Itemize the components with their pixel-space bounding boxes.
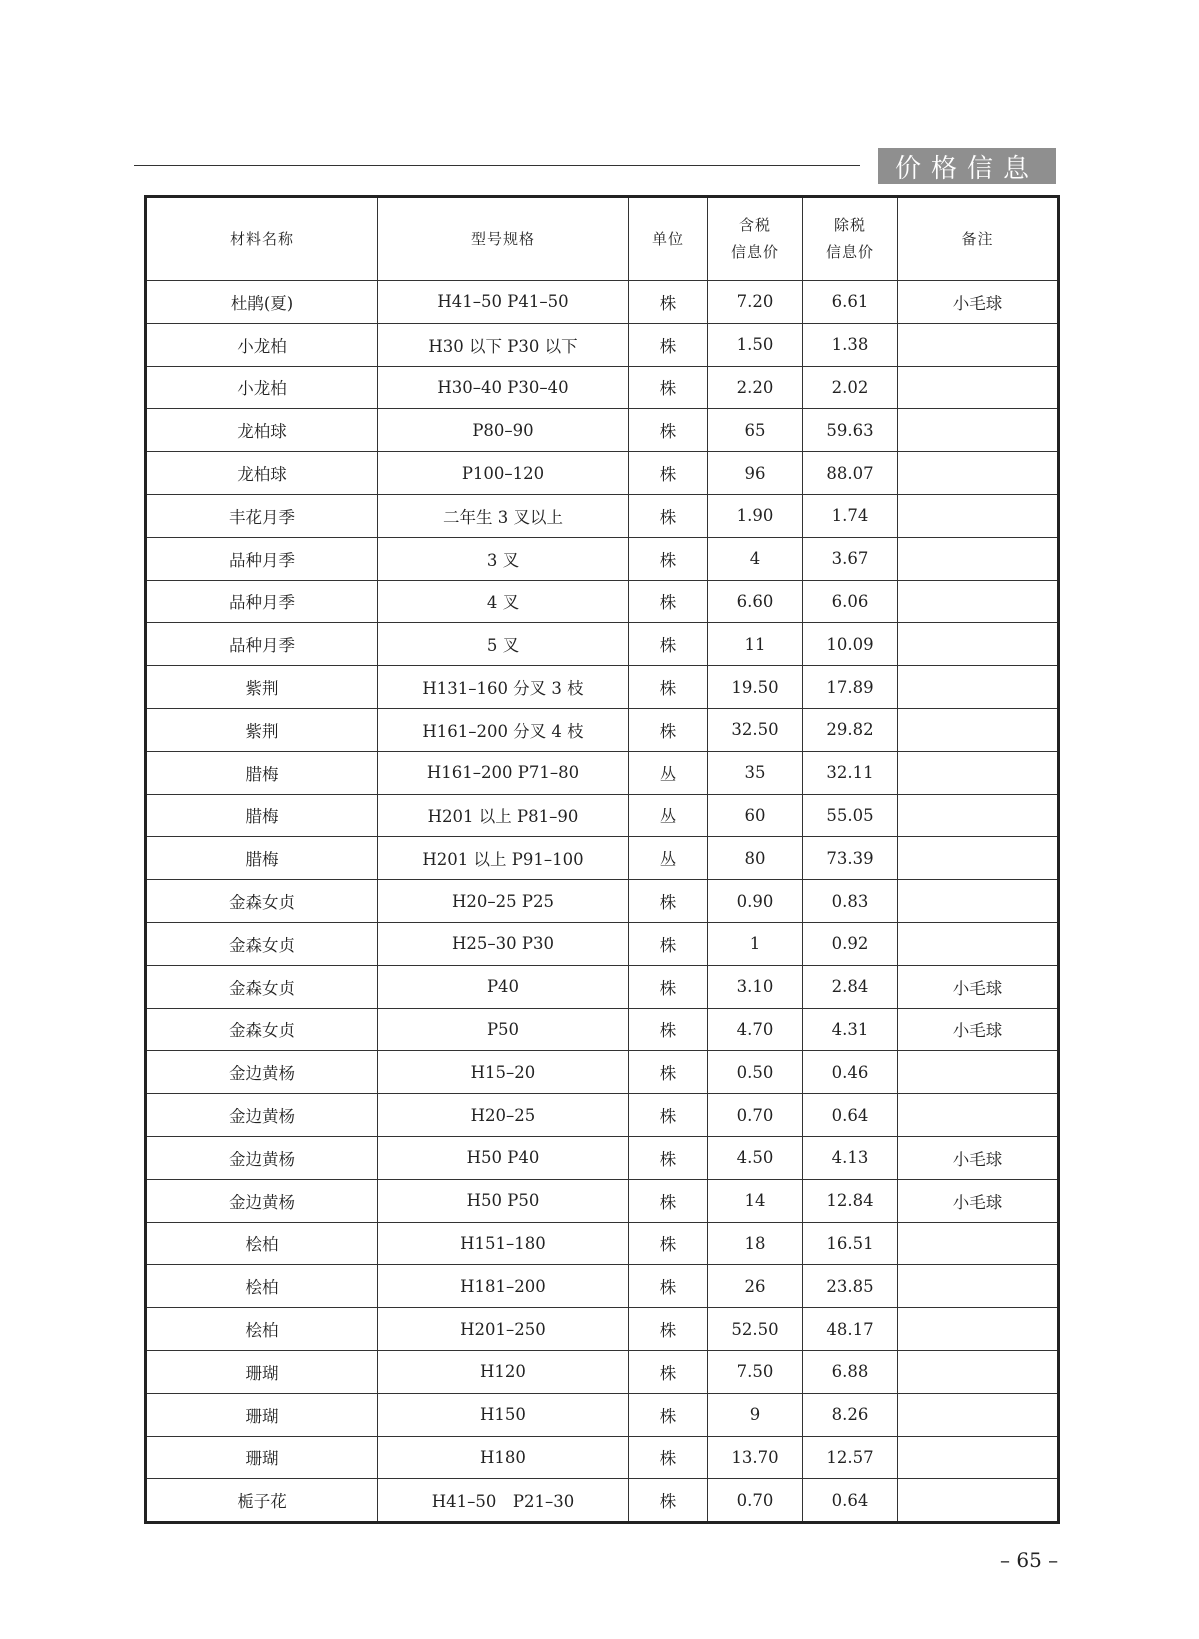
cell-spec: H20–25 P25 [378,880,629,923]
cell-price-tax-excluded: 4.13 [803,1136,898,1179]
cell-unit: 株 [629,623,708,666]
table-row [146,1222,1059,1265]
cell-price-tax-included: 0.50 [708,1051,803,1094]
cell-price-tax-included: 60 [708,794,803,837]
cell-remark [898,837,1059,880]
cell-price-tax-included: 65 [708,409,803,452]
column-header-name: 材料名称 [146,197,378,281]
cell-price-tax-excluded: 0.83 [803,880,898,923]
cell-price-tax-included: 4.50 [708,1136,803,1179]
table-row [146,708,1059,751]
table-row [146,323,1059,366]
cell-price-tax-excluded: 29.82 [803,708,898,751]
cell-material-name: 腊梅 [146,751,378,794]
cell-material-name: 小龙柏 [146,366,378,409]
table-row [146,1094,1059,1137]
cell-price-tax-included: 2.20 [708,366,803,409]
cell-unit: 株 [629,323,708,366]
cell-unit: 株 [629,1393,708,1436]
cell-spec: H201–250 [378,1308,629,1351]
cell-unit: 株 [629,409,708,452]
cell-price-tax-excluded: 16.51 [803,1222,898,1265]
cell-unit: 株 [629,965,708,1008]
table-row [146,1393,1059,1436]
table-row [146,751,1059,794]
cell-unit: 株 [629,452,708,495]
cell-price-tax-included: 9 [708,1393,803,1436]
table-row [146,1008,1059,1051]
cell-price-tax-excluded: 0.64 [803,1094,898,1137]
cell-unit: 株 [629,1136,708,1179]
table-row [146,580,1059,623]
cell-price-tax-included: 3.10 [708,965,803,1008]
table-row [146,1051,1059,1094]
cell-spec: 5 叉 [378,623,629,666]
column-header-tax-included [708,197,803,281]
cell-price-tax-excluded: 6.61 [803,281,898,324]
cell-price-tax-excluded: 12.57 [803,1436,898,1479]
table-body [146,281,1059,1523]
cell-material-name: 桧柏 [146,1308,378,1351]
cell-price-tax-included: 4.70 [708,1008,803,1051]
cell-material-name: 金森女贞 [146,922,378,965]
column-header-tax-excluded-line2: 信息价 [825,243,874,261]
cell-spec: H201 以上 P81–90 [378,794,629,837]
cell-unit: 株 [629,537,708,580]
cell-remark [898,366,1059,409]
table-row [146,366,1059,409]
cell-material-name: 桧柏 [146,1222,378,1265]
cell-remark [898,1479,1059,1523]
cell-material-name: 紫荆 [146,708,378,751]
cell-price-tax-excluded: 73.39 [803,837,898,880]
cell-spec: P40 [378,965,629,1008]
cell-remark [898,1265,1059,1308]
cell-material-name: 金森女贞 [146,880,378,923]
cell-spec: H20–25 [378,1094,629,1137]
cell-price-tax-included: 0.70 [708,1479,803,1523]
cell-price-tax-included: 35 [708,751,803,794]
cell-unit: 株 [629,666,708,709]
cell-price-tax-included: 7.50 [708,1350,803,1393]
cell-spec: P100–120 [378,452,629,495]
cell-price-tax-excluded: 0.92 [803,922,898,965]
cell-price-tax-included: 0.70 [708,1094,803,1137]
cell-remark [898,623,1059,666]
cell-price-tax-excluded: 48.17 [803,1308,898,1351]
cell-price-tax-included: 13.70 [708,1436,803,1479]
cell-material-name: 金森女贞 [146,965,378,1008]
cell-spec: 4 叉 [378,580,629,623]
cell-remark [898,880,1059,923]
cell-price-tax-excluded: 23.85 [803,1265,898,1308]
table-row [146,794,1059,837]
cell-material-name: 品种月季 [146,580,378,623]
cell-price-tax-excluded: 2.02 [803,366,898,409]
cell-price-tax-excluded: 55.05 [803,794,898,837]
cell-price-tax-excluded: 88.07 [803,452,898,495]
cell-remark [898,537,1059,580]
cell-price-tax-excluded: 6.06 [803,580,898,623]
cell-remark [898,1393,1059,1436]
cell-material-name: 金边黄杨 [146,1094,378,1137]
cell-spec: H41–50 P21–30 [378,1479,629,1523]
cell-price-tax-included: 26 [708,1265,803,1308]
cell-unit: 株 [629,1308,708,1351]
cell-unit: 株 [629,1265,708,1308]
cell-spec: H161–200 P71–80 [378,751,629,794]
cell-remark [898,666,1059,709]
cell-price-tax-excluded: 1.38 [803,323,898,366]
cell-remark [898,323,1059,366]
cell-price-tax-included: 32.50 [708,708,803,751]
cell-remark [898,1308,1059,1351]
table-row [146,837,1059,880]
cell-price-tax-excluded: 59.63 [803,409,898,452]
cell-material-name: 珊瑚 [146,1350,378,1393]
table-row [146,537,1059,580]
cell-spec: 3 叉 [378,537,629,580]
cell-remark [898,494,1059,537]
cell-material-name: 金森女贞 [146,1008,378,1051]
cell-unit: 株 [629,366,708,409]
cell-price-tax-excluded: 8.26 [803,1393,898,1436]
column-header-remark: 备注 [898,197,1059,281]
cell-spec: P80–90 [378,409,629,452]
cell-price-tax-included: 11 [708,623,803,666]
table-row [146,281,1059,324]
cell-remark [898,409,1059,452]
table-row [146,880,1059,923]
cell-unit: 株 [629,922,708,965]
cell-unit: 株 [629,1094,708,1137]
cell-price-tax-included: 6.60 [708,580,803,623]
cell-price-tax-excluded: 4.31 [803,1008,898,1051]
column-header-tax-included-line2: 信息价 [730,243,779,261]
cell-remark [898,794,1059,837]
cell-price-tax-excluded: 0.46 [803,1051,898,1094]
cell-unit: 株 [629,1350,708,1393]
cell-unit: 株 [629,1436,708,1479]
section-title: 价格信息 [878,148,1056,184]
cell-material-name: 金边黄杨 [146,1179,378,1222]
cell-remark: 小毛球 [898,1179,1059,1222]
cell-material-name: 桧柏 [146,1265,378,1308]
table-row [146,409,1059,452]
header-divider [134,165,860,166]
table-row [146,1308,1059,1351]
cell-unit: 株 [629,708,708,751]
table-row [146,1179,1059,1222]
cell-spec: H201 以上 P91–100 [378,837,629,880]
cell-remark [898,1094,1059,1137]
cell-spec: H30 以下 P30 以下 [378,323,629,366]
cell-spec: H150 [378,1393,629,1436]
table-row [146,623,1059,666]
cell-material-name: 品种月季 [146,537,378,580]
cell-unit: 株 [629,1008,708,1051]
cell-price-tax-included: 1 [708,922,803,965]
cell-spec: H161–200 分叉 4 枝 [378,708,629,751]
cell-remark: 小毛球 [898,1136,1059,1179]
cell-material-name: 腊梅 [146,794,378,837]
column-header-tax-included-line1: 含税 [738,216,771,234]
table-header-row [146,197,1059,281]
cell-price-tax-excluded: 0.64 [803,1479,898,1523]
cell-remark [898,1436,1059,1479]
cell-price-tax-excluded: 6.88 [803,1350,898,1393]
cell-material-name: 品种月季 [146,623,378,666]
table-row [146,1479,1059,1523]
table-row [146,1136,1059,1179]
cell-spec: H15–20 [378,1051,629,1094]
table-row [146,922,1059,965]
cell-remark [898,580,1059,623]
cell-remark [898,1350,1059,1393]
cell-unit: 株 [629,1051,708,1094]
cell-remark [898,1222,1059,1265]
cell-price-tax-excluded: 2.84 [803,965,898,1008]
cell-remark [898,708,1059,751]
cell-material-name: 丰花月季 [146,494,378,537]
table-row [146,494,1059,537]
price-table [144,195,1060,1524]
cell-material-name: 龙柏球 [146,452,378,495]
cell-unit: 丛 [629,794,708,837]
cell-unit: 丛 [629,751,708,794]
cell-price-tax-included: 7.20 [708,281,803,324]
cell-remark [898,922,1059,965]
cell-price-tax-excluded: 32.11 [803,751,898,794]
cell-unit: 丛 [629,837,708,880]
cell-unit: 株 [629,580,708,623]
cell-spec: H25–30 P30 [378,922,629,965]
cell-price-tax-included: 4 [708,537,803,580]
cell-material-name: 紫荆 [146,666,378,709]
cell-price-tax-excluded: 10.09 [803,623,898,666]
cell-remark [898,452,1059,495]
cell-unit: 株 [629,1179,708,1222]
cell-remark [898,751,1059,794]
cell-spec: H131–160 分叉 3 枝 [378,666,629,709]
column-header-spec: 型号规格 [378,197,629,281]
cell-material-name: 腊梅 [146,837,378,880]
cell-spec: H50 P50 [378,1179,629,1222]
cell-price-tax-excluded: 17.89 [803,666,898,709]
cell-unit: 株 [629,1222,708,1265]
column-header-tax-excluded [803,197,898,281]
cell-remark: 小毛球 [898,965,1059,1008]
cell-material-name: 金边黄杨 [146,1136,378,1179]
cell-material-name: 珊瑚 [146,1393,378,1436]
cell-price-tax-included: 80 [708,837,803,880]
page-number: – 65 – [1000,1548,1059,1572]
cell-price-tax-excluded: 1.74 [803,494,898,537]
table-row [146,1265,1059,1308]
column-header-unit: 单位 [629,197,708,281]
cell-spec: H41–50 P41–50 [378,281,629,324]
cell-price-tax-included: 18 [708,1222,803,1265]
cell-spec: H120 [378,1350,629,1393]
cell-price-tax-included: 0.90 [708,880,803,923]
cell-spec: H50 P40 [378,1136,629,1179]
cell-material-name: 珊瑚 [146,1436,378,1479]
cell-remark [898,1051,1059,1094]
cell-material-name: 栀子花 [146,1479,378,1523]
cell-remark: 小毛球 [898,281,1059,324]
cell-material-name: 杜鹃(夏) [146,281,378,324]
cell-spec: H151–180 [378,1222,629,1265]
cell-material-name: 小龙柏 [146,323,378,366]
cell-remark: 小毛球 [898,1008,1059,1051]
cell-unit: 株 [629,880,708,923]
cell-spec: P50 [378,1008,629,1051]
cell-price-tax-included: 96 [708,452,803,495]
cell-spec: H181–200 [378,1265,629,1308]
cell-spec: H180 [378,1436,629,1479]
table-row [146,965,1059,1008]
cell-unit: 株 [629,281,708,324]
column-header-tax-excluded-line1: 除税 [833,216,866,234]
cell-price-tax-included: 1.90 [708,494,803,537]
cell-material-name: 金边黄杨 [146,1051,378,1094]
cell-price-tax-included: 14 [708,1179,803,1222]
cell-spec: H30–40 P30–40 [378,366,629,409]
cell-unit: 株 [629,1479,708,1523]
cell-unit: 株 [629,494,708,537]
cell-price-tax-included: 52.50 [708,1308,803,1351]
cell-spec: 二年生 3 叉以上 [378,494,629,537]
table-row [146,452,1059,495]
cell-price-tax-included: 19.50 [708,666,803,709]
cell-price-tax-included: 1.50 [708,323,803,366]
table-row [146,1436,1059,1479]
cell-price-tax-excluded: 3.67 [803,537,898,580]
table-row [146,1350,1059,1393]
cell-price-tax-excluded: 12.84 [803,1179,898,1222]
cell-material-name: 龙柏球 [146,409,378,452]
table-row [146,666,1059,709]
